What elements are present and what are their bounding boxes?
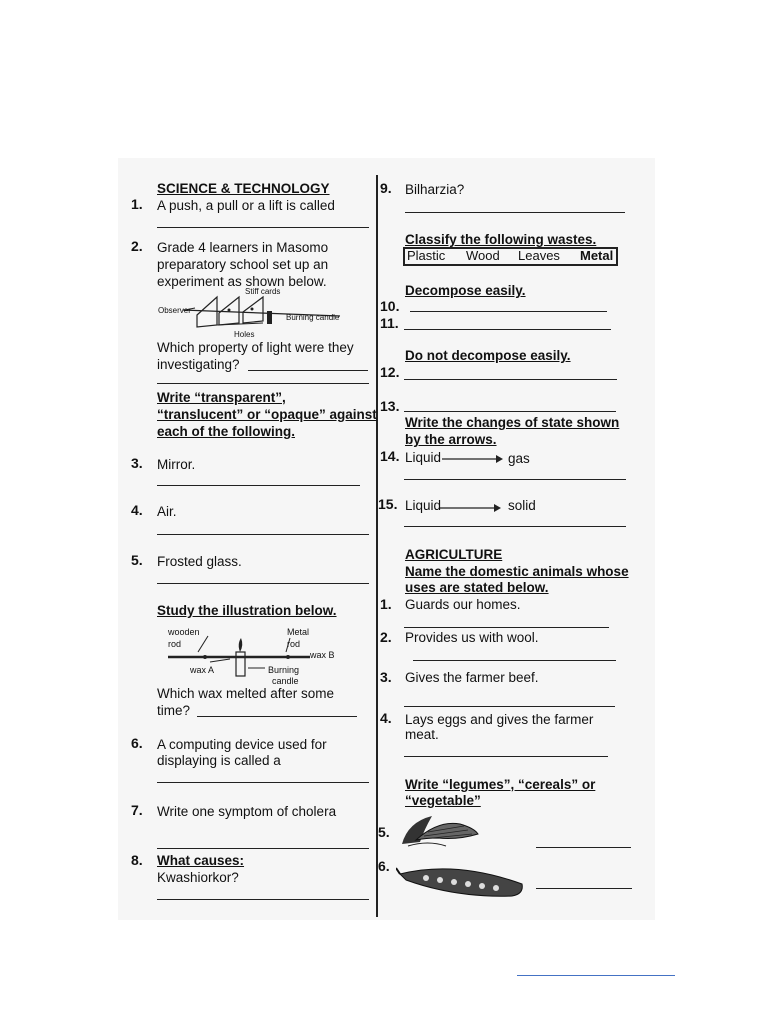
q9-answer-line[interactable]	[405, 212, 625, 213]
q7-text: Write one symptom of cholera	[157, 804, 337, 819]
q2-line3: experiment as shown below.	[157, 274, 327, 289]
candle-label: candle	[272, 676, 299, 686]
q5-text: Frosted glass.	[157, 554, 242, 569]
a4-answer-line[interactable]	[404, 756, 608, 757]
q3-text: Mirror.	[157, 457, 196, 472]
q6-answer-line[interactable]	[157, 782, 369, 783]
q3-number: 3.	[131, 455, 143, 471]
q6-number: 6.	[131, 735, 143, 751]
waste-plastic: Plastic	[407, 248, 446, 263]
science-heading: SCIENCE & TECHNOLOGY	[157, 181, 330, 196]
wax-answer-line[interactable]	[197, 716, 357, 717]
changes-heading-line1: Write the changes of state shown	[405, 415, 620, 430]
a3-answer-line[interactable]	[404, 706, 615, 707]
q3-answer-line[interactable]	[157, 485, 360, 486]
q1-answer-line[interactable]	[157, 227, 369, 228]
study-illustration-heading: Study the illustration below.	[157, 603, 337, 618]
q9-text: Bilharzia?	[405, 182, 465, 197]
wax-a-label: wax A	[190, 665, 215, 675]
q2-answer-line[interactable]	[248, 370, 368, 371]
holes-label: Holes	[234, 330, 255, 339]
a2-text: Provides us with wool.	[405, 630, 539, 645]
q6-line2: displaying is called a	[157, 753, 281, 768]
agriculture-heading: AGRICULTURE	[405, 547, 503, 562]
q11-answer-line[interactable]	[404, 329, 611, 330]
metal-label: Metal	[287, 627, 310, 637]
a4-line2: meat.	[405, 727, 439, 742]
q7-number: 7.	[131, 802, 143, 818]
a6-number: 6.	[378, 858, 390, 874]
a2-answer-line[interactable]	[413, 660, 616, 661]
burning-label: Burning	[268, 665, 300, 675]
a4-line1: Lays eggs and gives the farmer	[405, 712, 594, 727]
observer-label: Observer	[158, 306, 191, 315]
q15-to: solid	[508, 498, 536, 513]
a2-number: 2.	[380, 629, 392, 645]
maize-cob-icon	[398, 810, 482, 850]
q1-number: 1.	[131, 196, 143, 212]
a1-text: Guards our homes.	[405, 597, 521, 612]
arrow-right-icon	[440, 502, 502, 514]
q8-answer-line[interactable]	[157, 899, 369, 900]
arrow-right-icon	[442, 453, 504, 465]
q5-number: 5.	[131, 552, 143, 568]
q2-question1: Which property of light were they	[157, 340, 354, 355]
wooden-label: wooden	[168, 627, 200, 637]
q15-answer-line[interactable]	[404, 526, 626, 527]
stiff-cards-label: Stiff cards	[245, 287, 281, 296]
q13-number: 13.	[380, 398, 400, 414]
q12-number: 12.	[380, 364, 400, 380]
wax-b-label: wax B	[310, 650, 335, 660]
not-decompose-heading: Do not decompose easily.	[405, 348, 571, 363]
q11-number: 11.	[380, 315, 399, 331]
a5-answer-line[interactable]	[536, 847, 631, 848]
q8-heading: What causes:	[157, 853, 245, 868]
q7-answer-line[interactable]	[157, 848, 369, 849]
waste-wood: Wood	[466, 248, 500, 263]
q14-number: 14.	[380, 448, 400, 464]
q8-number: 8.	[131, 852, 143, 868]
metal-rod-label: rod	[287, 639, 301, 649]
waste-leaves: Leaves	[518, 248, 560, 263]
instruction1-line3: each of the following.	[157, 424, 295, 439]
q13-answer-line[interactable]	[404, 411, 616, 412]
q2-answer-line-2[interactable]	[157, 383, 369, 384]
q5-answer-line[interactable]	[157, 583, 369, 584]
classify-heading: Classify the following wastes.	[405, 232, 597, 247]
wax-question-line2: time?	[157, 703, 191, 718]
a1-number: 1.	[380, 596, 392, 612]
burning-candle-label: Burning candle	[286, 313, 340, 322]
legumes-line2: “vegetable”	[405, 793, 481, 808]
q15-from: Liquid	[405, 498, 442, 513]
a4-number: 4.	[380, 710, 392, 726]
q2-question2: investigating?	[157, 357, 240, 372]
legumes-line1: Write “legumes”, “cereals” or	[405, 777, 596, 792]
name-animals-line2: uses are stated below.	[405, 580, 549, 595]
q10-number: 10.	[380, 298, 400, 314]
q9-number: 9.	[380, 180, 392, 196]
q14-from: Liquid	[405, 450, 442, 465]
column-divider	[376, 175, 378, 917]
decompose-heading: Decompose easily.	[405, 283, 526, 298]
wax-question-line1: Which wax melted after some	[157, 686, 335, 701]
wooden-rod-label: rod	[168, 639, 182, 649]
q4-answer-line[interactable]	[157, 534, 369, 535]
q4-text: Air.	[157, 504, 177, 519]
q8-text: Kwashiorkor?	[157, 870, 239, 885]
a1-answer-line[interactable]	[404, 627, 609, 628]
q1-text: A push, a pull or a lift is called	[157, 198, 335, 213]
a3-text: Gives the farmer beef.	[405, 670, 539, 685]
hyperlink-underline[interactable]	[517, 975, 675, 976]
q2-line1: Grade 4 learners in Masomo	[157, 240, 329, 255]
q4-number: 4.	[131, 502, 143, 518]
q15-number: 15.	[378, 496, 398, 512]
q2-line2: preparatory school set up an	[157, 257, 329, 272]
instruction1-line1: Write “transparent”,	[157, 390, 286, 405]
q14-answer-line[interactable]	[404, 479, 626, 480]
a5-number: 5.	[378, 824, 390, 840]
name-animals-line1: Name the domestic animals whose	[405, 564, 629, 579]
q12-answer-line[interactable]	[404, 379, 617, 380]
q2-number: 2.	[131, 238, 143, 254]
changes-heading-line2: by the arrows.	[405, 432, 497, 447]
q10-answer-line[interactable]	[410, 311, 607, 312]
a6-answer-line[interactable]	[536, 888, 632, 889]
q14-to: gas	[508, 451, 530, 466]
instruction1-line2: “translucent” or “opaque” against	[157, 407, 377, 422]
pea-pod-icon	[396, 860, 536, 902]
a3-number: 3.	[380, 669, 392, 685]
q6-line1: A computing device used for	[157, 737, 327, 752]
waste-metal: Metal	[580, 248, 614, 263]
